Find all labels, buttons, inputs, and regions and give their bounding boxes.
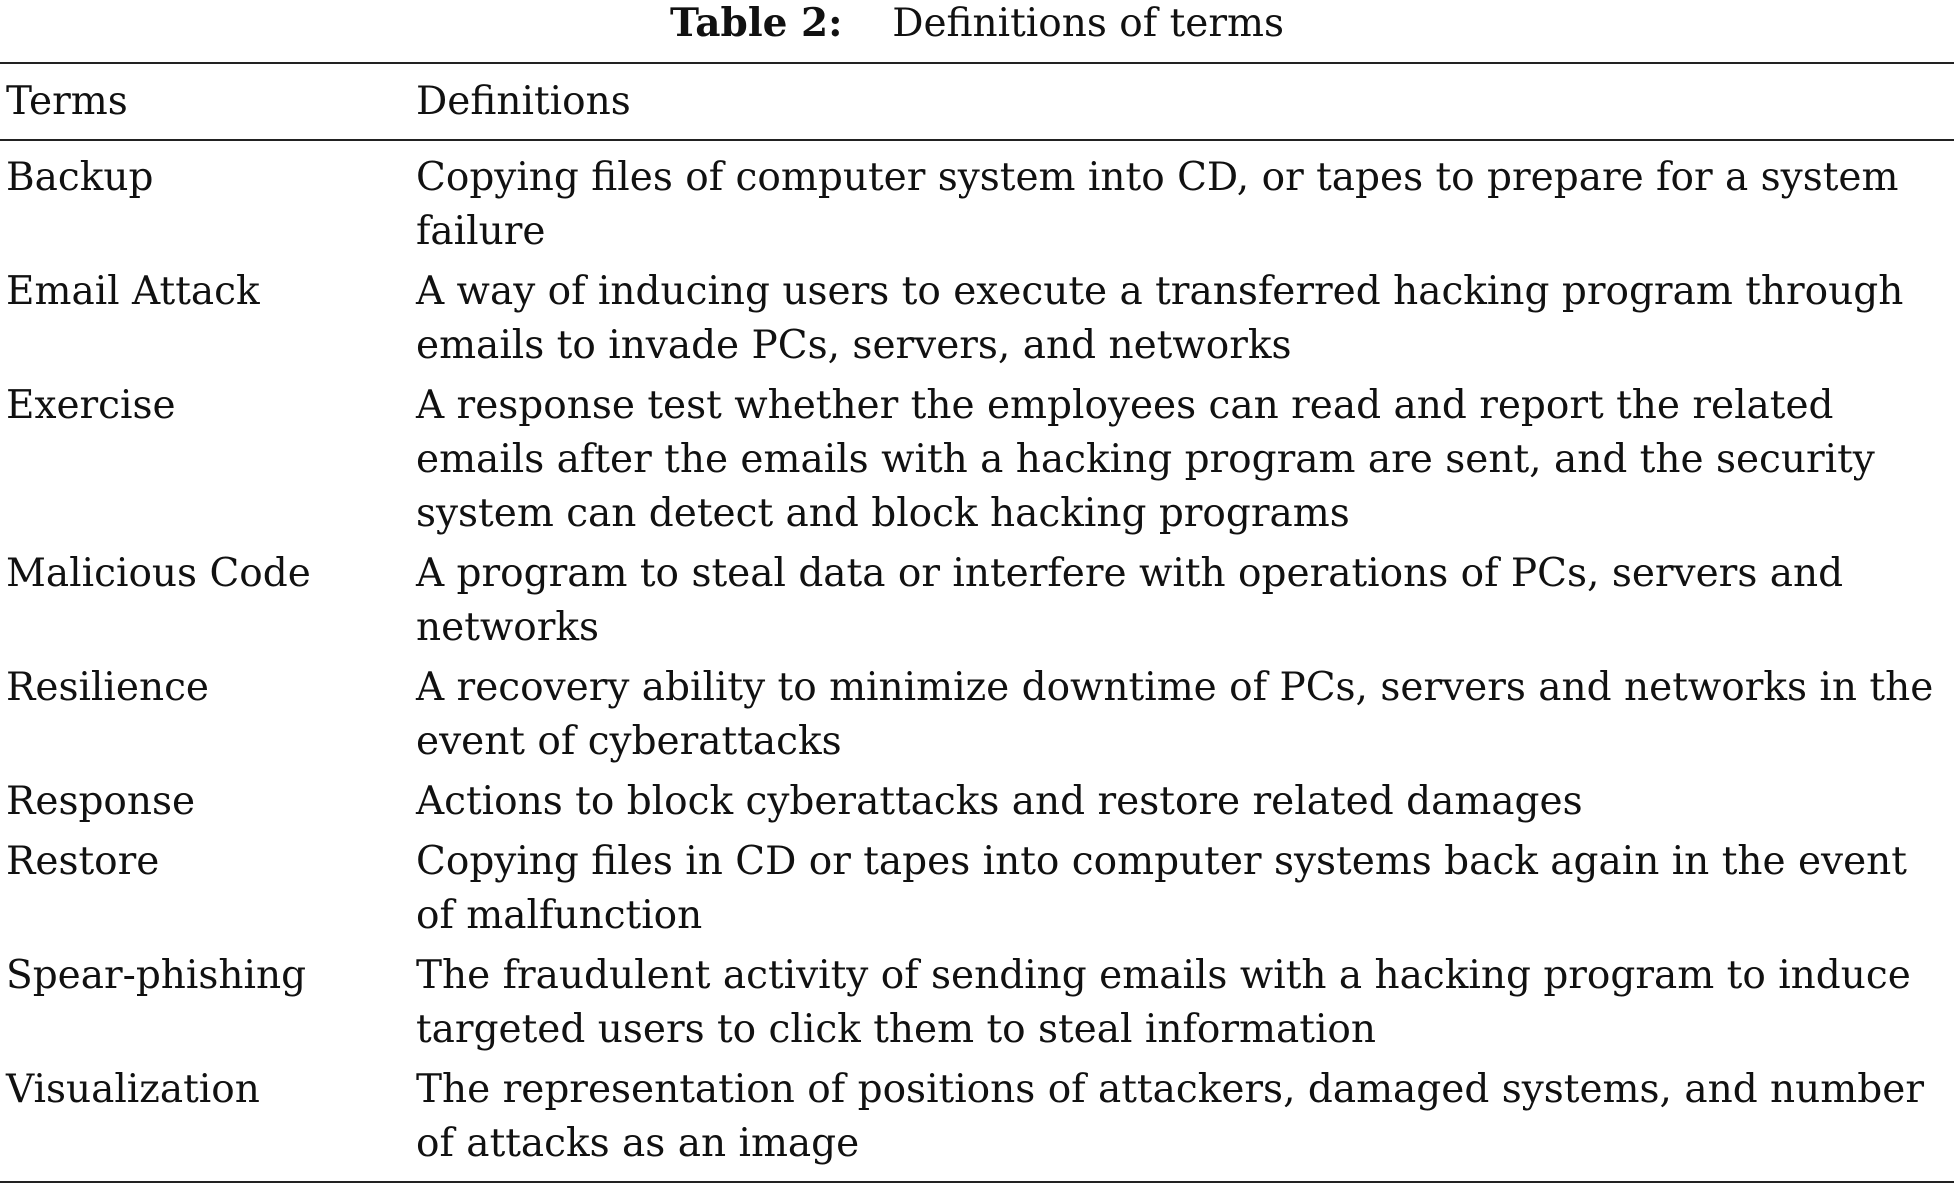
table-row bbox=[0, 661, 1954, 775]
table-row bbox=[0, 379, 1954, 547]
table-row bbox=[0, 949, 1954, 1063]
term-cell: Spear-phishing bbox=[6, 953, 307, 998]
table-caption-text: Definitions of terms bbox=[892, 1, 1284, 46]
table-row bbox=[0, 265, 1954, 379]
header-definitions: Definitions bbox=[416, 79, 631, 124]
definition-cell: Actions to block cyberattacks and restore related damages bbox=[416, 779, 1583, 824]
term-cell: Malicious Code bbox=[6, 551, 311, 596]
definition-cell: The fraudulent activity of sending emails with a hacking program to induce targeted users to click them to steal information bbox=[416, 953, 1911, 1052]
definition-cell: A program to steal data or interfere with operations of PCs, servers and networks bbox=[416, 551, 1844, 650]
definition-cell: Copying files in CD or tapes into computer systems back again in the event of malfunction bbox=[416, 839, 1907, 938]
definitions-table bbox=[0, 62, 1954, 1183]
definition-cell: A response test whether the employees can read and report the related emails after the emails with a hacking program are sent, and the security system can detect and block hacking programs bbox=[416, 383, 1875, 536]
header-terms: Terms bbox=[6, 79, 128, 124]
term-cell: Backup bbox=[6, 155, 154, 200]
table-row bbox=[0, 151, 1954, 265]
table-caption bbox=[0, 0, 1954, 46]
term-cell: Exercise bbox=[6, 383, 176, 428]
definition-cell: A recovery ability to minimize downtime of PCs, servers and networks in the event of cyberattacks bbox=[416, 665, 1934, 764]
table-caption-spacer bbox=[855, 1, 880, 46]
table-row bbox=[0, 775, 1954, 835]
table-caption-label: Table 2: bbox=[670, 0, 843, 46]
term-cell: Restore bbox=[6, 839, 160, 884]
term-cell: Response bbox=[6, 779, 196, 824]
term-cell: Resilience bbox=[6, 665, 209, 710]
table-row bbox=[0, 547, 1954, 661]
table-row bbox=[0, 835, 1954, 949]
definition-cell: A way of inducing users to execute a transferred hacking program through emails to invade PCs, servers, and networks bbox=[416, 269, 1904, 368]
definition-cell: The representation of positions of attackers, damaged systems, and number of attacks as an image bbox=[416, 1067, 1924, 1166]
table-header-row bbox=[0, 64, 1954, 141]
table-body bbox=[0, 141, 1954, 1181]
term-cell: Email Attack bbox=[6, 269, 260, 314]
term-cell: Visualization bbox=[6, 1067, 260, 1112]
table-row bbox=[0, 1063, 1954, 1177]
definition-cell: Copying files of computer system into CD, or tapes to prepare for a system failure bbox=[416, 155, 1899, 254]
